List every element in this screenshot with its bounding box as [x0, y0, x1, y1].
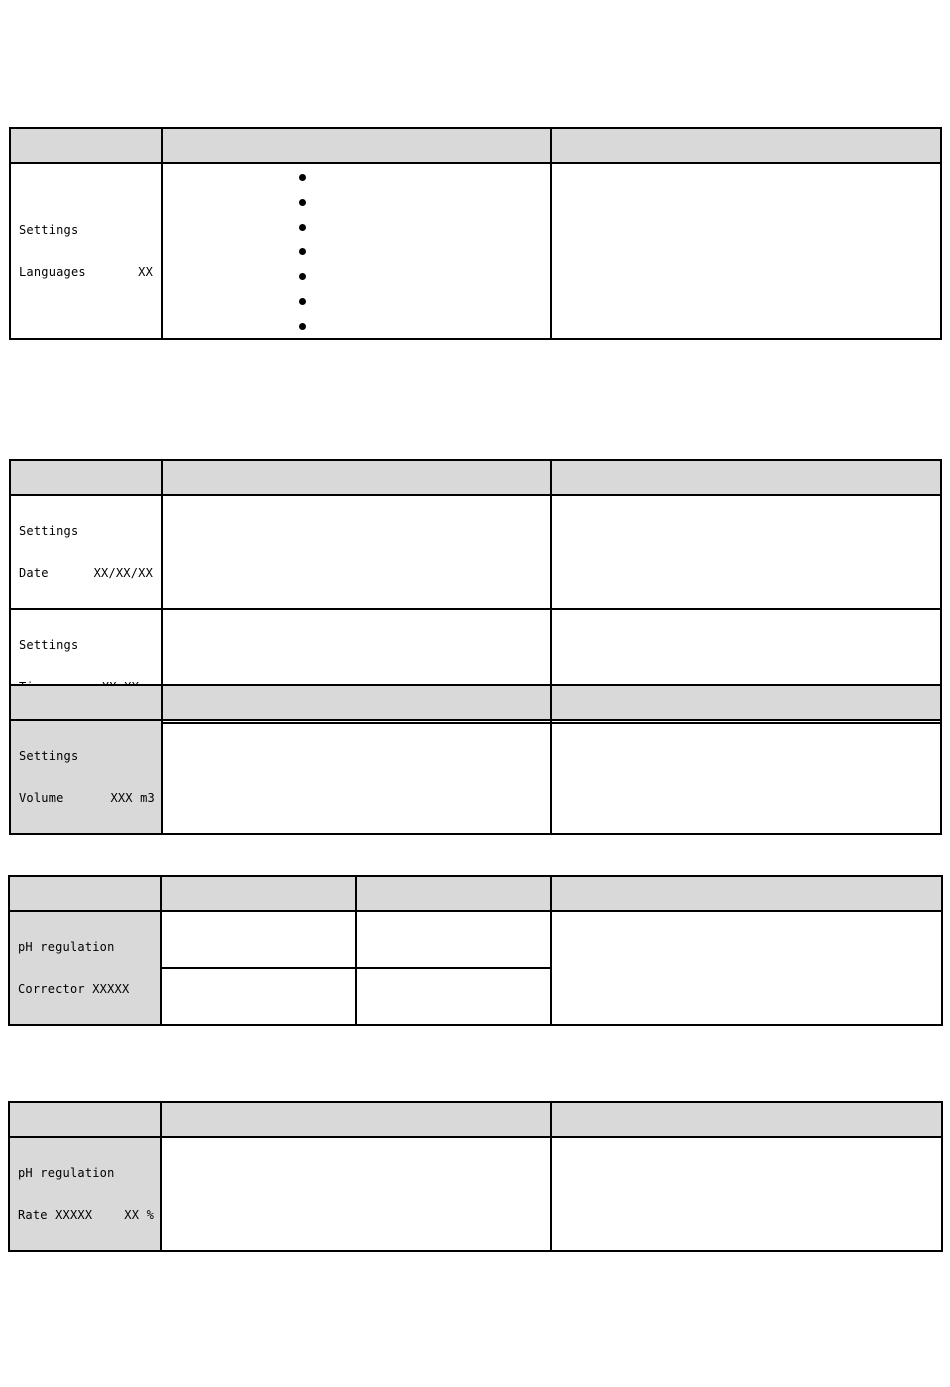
lcd-value: XX %	[124, 1208, 154, 1222]
table-header-row	[10, 128, 941, 163]
table-header-row	[10, 685, 941, 720]
header-cell	[551, 685, 941, 720]
header-cell	[551, 1102, 942, 1137]
header-cell	[162, 128, 551, 163]
languages-table	[9, 127, 942, 340]
lcd-line-1: Settings	[19, 749, 79, 763]
table-cell	[551, 495, 941, 609]
table-cell	[551, 1137, 942, 1251]
language-bullet-list	[162, 163, 551, 339]
lcd-display-ph-corrector	[9, 911, 161, 1025]
table-cell	[551, 720, 941, 834]
lcd-display-languages	[10, 163, 162, 339]
table-cell	[356, 911, 551, 968]
header-cell	[10, 685, 162, 720]
lcd-line-1: Settings	[19, 223, 79, 237]
table-header-row	[9, 1102, 942, 1137]
lcd-line-2	[19, 566, 161, 580]
lcd-label: Languages	[19, 265, 86, 279]
description-cell	[551, 163, 941, 339]
header-cell	[161, 1102, 551, 1137]
bullet-icon	[299, 199, 306, 206]
volume-table	[9, 684, 942, 835]
header-cell	[10, 128, 162, 163]
table-cell	[356, 968, 551, 1025]
table-row	[9, 1137, 942, 1251]
header-cell	[9, 876, 161, 911]
bullet-icon	[299, 248, 306, 255]
lcd-display-volume	[10, 720, 162, 834]
table-cell	[162, 720, 551, 834]
table-row	[10, 495, 941, 609]
table-header-row	[10, 460, 941, 495]
header-cell	[551, 460, 941, 495]
bullet-icon	[299, 323, 306, 330]
lcd-line-2	[19, 265, 161, 279]
lcd-value: XX	[138, 265, 153, 279]
table-cell	[162, 495, 551, 609]
header-cell	[551, 876, 942, 911]
lcd-line-1: pH regulation	[18, 1166, 115, 1180]
header-cell	[356, 876, 551, 911]
bullet-icon	[299, 273, 306, 280]
bullet-icon	[299, 224, 306, 231]
lcd-label: Date	[19, 566, 49, 580]
table-cell	[161, 911, 356, 968]
lcd-label: Volume	[19, 791, 64, 805]
bullet-icon	[299, 174, 306, 181]
table-row	[10, 720, 941, 834]
lcd-line-2: Corrector XXXXX	[18, 982, 130, 996]
table-row	[9, 911, 942, 968]
bullet-icon	[299, 298, 306, 305]
ph-rate-table	[8, 1101, 943, 1252]
table-cell	[161, 968, 356, 1025]
header-cell	[9, 1102, 161, 1137]
header-cell	[162, 460, 551, 495]
description-cell	[551, 911, 942, 1025]
lcd-display-date	[10, 495, 162, 609]
header-cell	[162, 685, 551, 720]
header-cell	[10, 460, 162, 495]
table-cell	[161, 1137, 551, 1251]
header-cell	[161, 876, 356, 911]
header-cell	[551, 128, 941, 163]
lcd-line-1: Settings	[19, 638, 79, 652]
lcd-value: XX/XX/XX	[93, 566, 153, 580]
table-row	[10, 163, 941, 339]
lcd-label: Rate XXXXX	[18, 1208, 93, 1222]
lcd-line-1: Settings	[19, 524, 79, 538]
lcd-line-2	[18, 1208, 160, 1222]
table-header-row	[9, 876, 942, 911]
lcd-line-1: pH regulation	[18, 940, 115, 954]
lcd-display-ph-rate	[9, 1137, 161, 1251]
lcd-line-2	[19, 791, 161, 805]
ph-corrector-table	[8, 875, 943, 1026]
lcd-value: XXX m3	[110, 791, 155, 805]
